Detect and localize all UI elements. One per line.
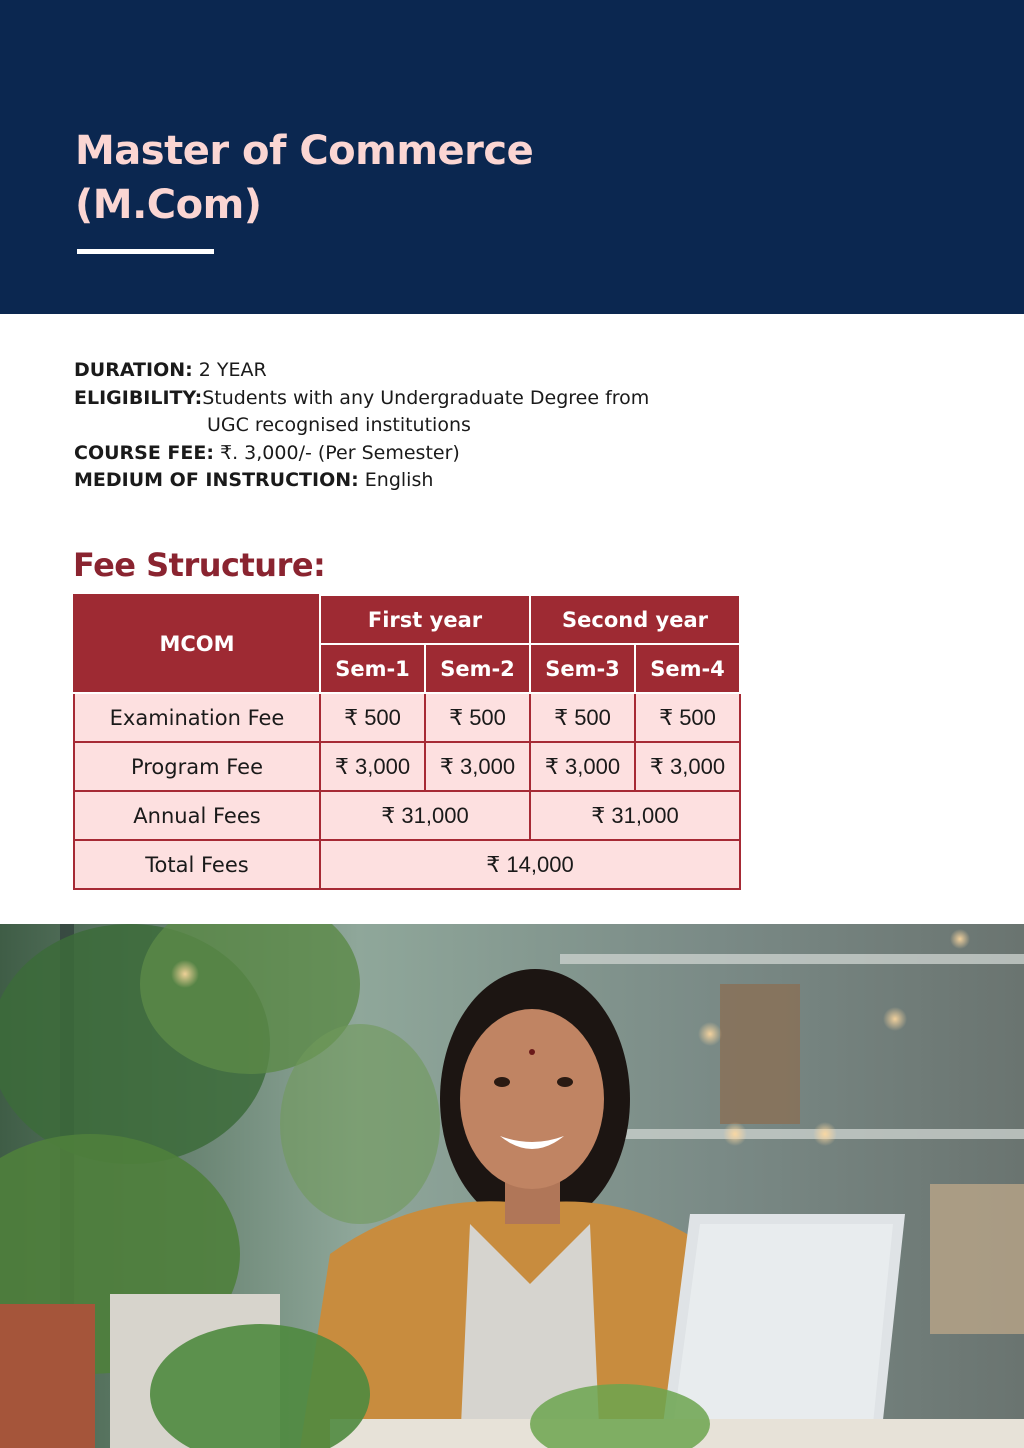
course-fee-value: ₹. 3,000/- (Per Semester) [213, 441, 460, 464]
course-fee-row [74, 440, 774, 468]
row-label: Program Fee [74, 742, 320, 791]
duration-label: DURATION: [74, 359, 193, 381]
row-label: Total Fees [74, 840, 320, 889]
title-underline [77, 249, 214, 254]
header-banner [0, 0, 1024, 314]
fee-cell: ₹ 14,000 [320, 840, 740, 889]
medium-label: MEDIUM OF INSTRUCTION: [74, 469, 359, 491]
sem-header: Sem-4 [635, 644, 740, 693]
eligibility-value-line1: Students with any Undergraduate Degree from [202, 386, 650, 409]
eligibility-row [74, 385, 774, 413]
page-title [75, 124, 533, 232]
photo-illustration [0, 924, 1024, 1448]
title-line-1: Master of Commerce [75, 128, 534, 174]
year-header-second: Second year [530, 595, 740, 644]
medium-row [74, 467, 774, 495]
year-header-first: First year [320, 595, 530, 644]
fee-cell: ₹ 500 [635, 693, 740, 742]
fee-cell: ₹ 31,000 [530, 791, 740, 840]
table-header-row-years [74, 595, 740, 644]
course-info [74, 357, 774, 495]
course-fee-label: COURSE FEE: [74, 441, 214, 464]
table-row-program-fee [74, 742, 740, 791]
eligibility-label: ELIGIBILITY: [74, 386, 203, 409]
sem-header: Sem-1 [320, 644, 425, 693]
eligibility-row-cont [74, 412, 774, 440]
fee-cell: ₹ 3,000 [635, 742, 740, 791]
row-label: Examination Fee [74, 693, 320, 742]
sem-header: Sem-2 [425, 644, 530, 693]
fee-cell: ₹ 31,000 [320, 791, 530, 840]
title-line-2: (M.Com) [75, 182, 262, 228]
eligibility-value-line2: UGC recognised institutions [207, 414, 471, 436]
table-row-examination-fee [74, 693, 740, 742]
table-corner-label: MCOM [74, 595, 320, 693]
sem-header: Sem-3 [530, 644, 635, 693]
row-label: Annual Fees [74, 791, 320, 840]
fee-structure-table [73, 594, 741, 890]
student-with-laptop-photo [0, 924, 1024, 1448]
duration-value: 2 YEAR [192, 359, 267, 381]
fee-cell: ₹ 500 [425, 693, 530, 742]
fee-cell: ₹ 3,000 [320, 742, 425, 791]
medium-value: English [358, 469, 434, 491]
table-row-annual-fees [74, 791, 740, 840]
fee-cell: ₹ 500 [530, 693, 635, 742]
fee-structure-heading: Fee Structure: [73, 546, 326, 584]
fee-cell: ₹ 3,000 [425, 742, 530, 791]
fee-cell: ₹ 3,000 [530, 742, 635, 791]
fee-cell: ₹ 500 [320, 693, 425, 742]
duration-row [74, 357, 774, 385]
table-row-total-fees [74, 840, 740, 889]
